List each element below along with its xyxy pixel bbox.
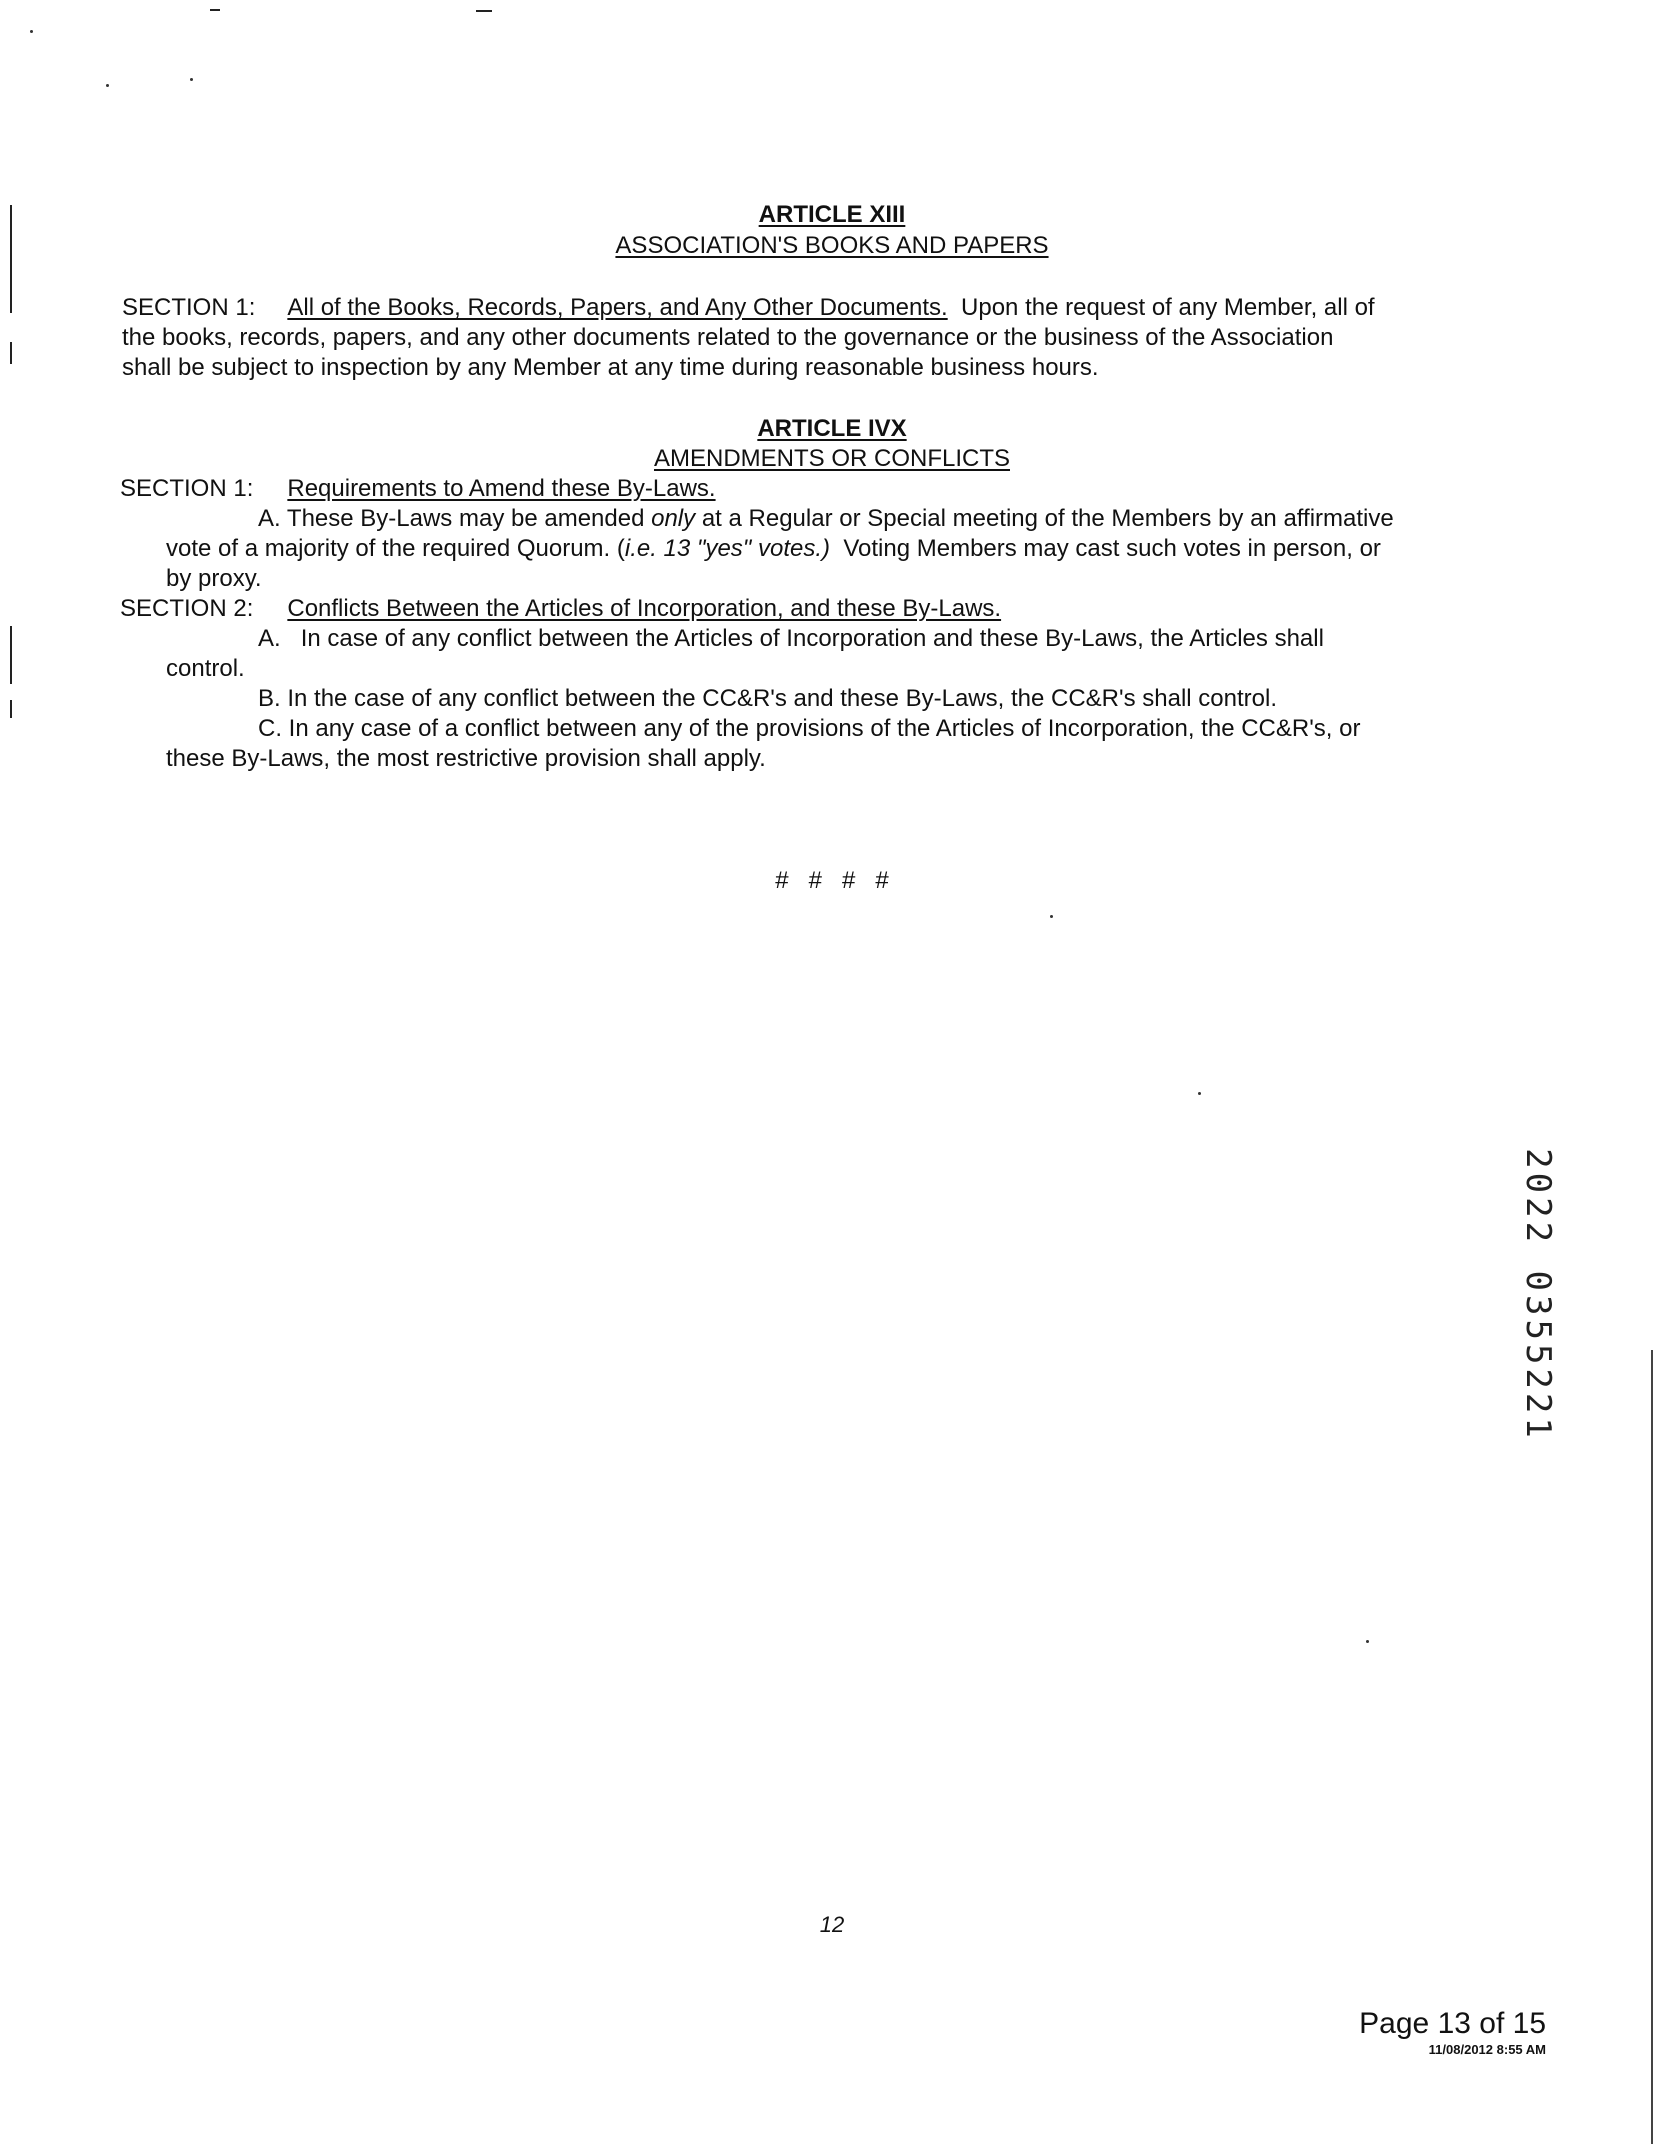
scan-artifact bbox=[1198, 1092, 1201, 1095]
clause-2a: A. In case of any conflict between the Articles of Incorporation and these By-Laws, the Articles shall bbox=[258, 625, 1324, 652]
clause-2a-cont: control. bbox=[166, 655, 245, 682]
article-14-body bbox=[120, 474, 1520, 794]
section-heading: Requirements to Amend these By-Laws. bbox=[287, 475, 716, 502]
section-text: shall be subject to inspection by any Member at any time during reasonable business hours. bbox=[122, 354, 1099, 381]
section-heading: All of the Books, Records, Papers, and Any Other Documents. bbox=[287, 294, 948, 321]
clause-2c: C. In any case of a conflict between any of the provisions of the Articles of Incorporation, the CC&R's, or bbox=[258, 715, 1361, 742]
scan-artifact bbox=[1366, 1640, 1369, 1643]
section-label: SECTION 1: bbox=[120, 475, 254, 502]
scan-artifact bbox=[210, 9, 220, 11]
scan-line bbox=[1651, 1350, 1653, 2144]
footer-timestamp: 11/08/2012 8:55 AM bbox=[1428, 2042, 1546, 2057]
scan-line bbox=[10, 700, 12, 718]
clause-1a-cont: by proxy. bbox=[166, 565, 262, 592]
scan-line bbox=[10, 626, 12, 684]
clause-1a-cont: vote of a majority of the required Quorum. (i.e. 13 "yes" votes.) Voting Members may cast such votes in person, or bbox=[166, 535, 1381, 562]
recording-number: 2022 0355221 bbox=[1518, 1148, 1558, 1442]
scan-artifact bbox=[106, 84, 109, 87]
scan-artifact bbox=[476, 10, 492, 12]
clause-1a: A. These By-Laws may be amended only at a Regular or Special meeting of the Members by an affirmative bbox=[258, 505, 1394, 532]
article-13-heading: ARTICLE XIII bbox=[758, 201, 906, 228]
article-14-title: AMENDMENTS OR CONFLICTS bbox=[653, 445, 1010, 472]
article-14-heading: ARTICLE IVX bbox=[757, 415, 907, 442]
section-text: the books, records, papers, and any other documents related to the governance or the business of the Association bbox=[122, 324, 1334, 351]
clause-2b: B. In the case of any conflict between the CC&R's and these By-Laws, the CC&R's shall control. bbox=[258, 685, 1277, 712]
section-label: SECTION 2: bbox=[120, 595, 254, 622]
section-heading: Conflicts Between the Articles of Incorporation, and these By-Laws. bbox=[287, 595, 1002, 622]
footer bbox=[1359, 2006, 1546, 2058]
clause-2c-cont: these By-Laws, the most restrictive provision shall apply. bbox=[166, 745, 766, 772]
recording-stamp bbox=[1508, 1135, 1568, 1455]
article-13-title: ASSOCIATION'S BOOKS AND PAPERS bbox=[615, 232, 1049, 259]
scan-line bbox=[10, 342, 12, 364]
section-label: SECTION 1: bbox=[122, 294, 256, 321]
footer-page-label: Page 13 of 15 bbox=[1359, 2007, 1546, 2040]
page-number: 12 bbox=[819, 1912, 845, 1937]
scan-artifact bbox=[30, 30, 33, 33]
scan-artifact bbox=[1050, 915, 1053, 918]
section-text: Upon the request of any Member, all of bbox=[961, 294, 1375, 321]
scan-artifact bbox=[190, 78, 193, 81]
end-marks: # # # # bbox=[775, 867, 889, 894]
